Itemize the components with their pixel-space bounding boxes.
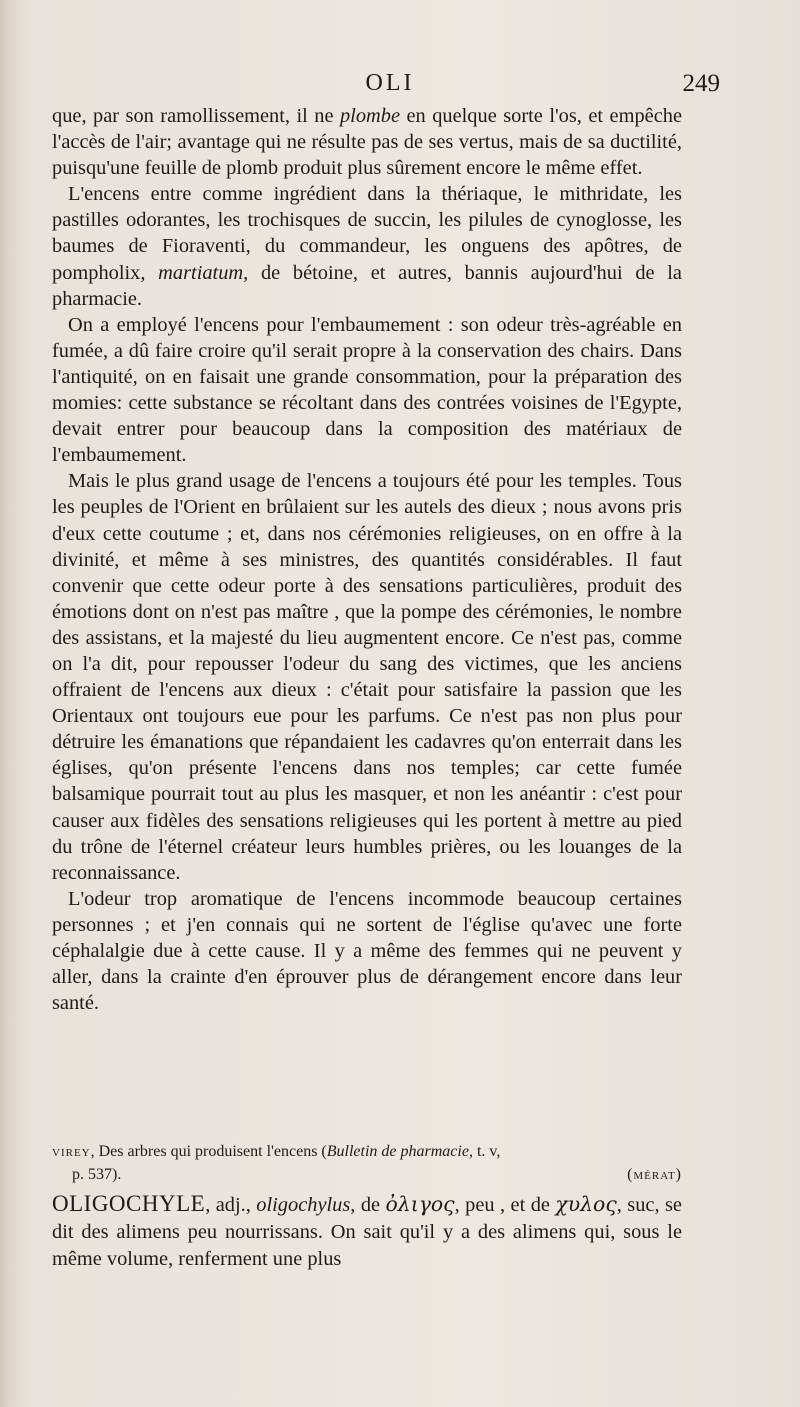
paragraph-1-text-b: en quelque sorte l'os, et empêche l'accès de l'air; avantage qui ne résulte pas de ses vertus, mais de sa ductilité, puisqu'une feuille de plomb produit plus sûrement encore le même effet.: [52, 105, 682, 180]
paragraph-3: [52, 312, 682, 469]
entry-greek-2: χυλος: [555, 1192, 617, 1216]
paragraph-5: [52, 886, 682, 1016]
paragraph-3-text: On a employé l'encens pour l'embaumement : son odeur très-agréable en fumée, a dû faire croire qu'il serait propre à la conservation des chairs. Dans l'antiquité, on en faisait une grande consommation, pour la préparation des momies: cette substance se récoltant dans des contrées voisines de l'Egypte, devait entrer pour beaucoup dans la composition des matériaux de l'embaumement.: [52, 313, 682, 467]
entry-text-2: , de: [350, 1194, 386, 1216]
citation-signature: (mérat): [627, 1166, 682, 1183]
entry-headword: OLIGOCHYLE: [52, 1191, 206, 1216]
citation-author: virey: [52, 1143, 91, 1160]
paragraph-4-text: Mais le plus grand usage de l'encens a toujours été pour les temples. Tous les peuples de l'Orient en brûlaient sur les autels des dieux ; nous avons pris d'eux cette coutume ; et, dans nos cérémonies religieuses, on en offre à la divinité, et même à ses ministres, des quantités considérables. Il faut convenir que cette odeur porte à des sensations particulières, produit des émotions dont on n'est pas maître , que la pompe des cérémonies, le nombre des assistans, et la majesté du lieu augmentent encore. Ce n'est pas, comme on l'a dit, pour repousser l'odeur du sang des victimes, que les anciens offraient de l'encens aux dieux : c'était pour satisfaire la passion que les Orientaux ont toujours eue pour les parfums. Ce n'est pas non plus pour détruire les émanations que répandaient les cadavres qu'on enterrait dans les églises, qu'on présente l'encens dans nos temples; car cette fumée balsamique pourrait tout au plus les masquer, et non les anéantir : c'est pour causer aux fidèles des sensations religieuses qui les portent à mettre au pied du trône de l'éternel créateur leurs humbles prières, ou les louanges de la reconnaissance.: [52, 470, 682, 884]
dictionary-entry: [52, 1190, 682, 1273]
paragraph-2-text-a: L'encens entre comme ingrédient dans la thériaque, le mithridate, les pastilles odorantes, les trochisques de succin, les pilules de cynoglosse, les baumes de Fioraventi, du commandeur, les onguens des apôtres, de pompholix,: [52, 183, 682, 284]
entry-text-4: , suc, se dit des alimens peu nourrissans. On sait qu'il y a des alimens qui, sous le même volume, renferment une plus: [52, 1194, 682, 1270]
entry-greek-1: ὀλιγος: [385, 1192, 455, 1216]
paragraph-1-italic: plombe: [339, 105, 401, 127]
citation-line-2: [52, 1163, 682, 1186]
paragraph-1-text-a: que, par son ramollissement, il ne: [52, 105, 340, 127]
entry-latin: oligochylus: [256, 1194, 351, 1216]
page-number: 249: [682, 70, 720, 97]
body-text: [52, 103, 682, 1016]
citation-text: , Des arbres qui produisent l'encens (: [90, 1143, 327, 1160]
citation-line-1: [52, 1140, 682, 1163]
entry-text-1: , adj.,: [205, 1194, 257, 1216]
paragraph-2-text-b: , de bétoine, et autres, bannis aujourd'hui de la pharmacie.: [52, 261, 682, 310]
running-title: OLI: [365, 70, 415, 96]
paragraph-2-italic: martiatum: [158, 261, 244, 284]
page-header: [60, 70, 720, 104]
paragraph-4: [52, 468, 682, 886]
citation-journal: Bulletin de pharmacie: [326, 1143, 469, 1160]
citation-pages: p. 537).: [72, 1166, 122, 1183]
paragraph-1: [52, 103, 682, 181]
entry-text-3: , peu , et de: [454, 1194, 556, 1216]
citation: [52, 1140, 682, 1186]
paragraph-2: [52, 181, 682, 311]
citation-volume: , t. v,: [468, 1143, 501, 1160]
paragraph-5-text: L'odeur trop aromatique de l'encens incommode beaucoup certaines personnes ; et j'en connais qui ne sortent de l'église qu'avec une forte céphalalgie due à cette cause. Il y a même des femmes qui ne peuvent y aller, dans la crainte d'en éprouver plus de dérangement encore dans leur santé.: [52, 887, 682, 1015]
